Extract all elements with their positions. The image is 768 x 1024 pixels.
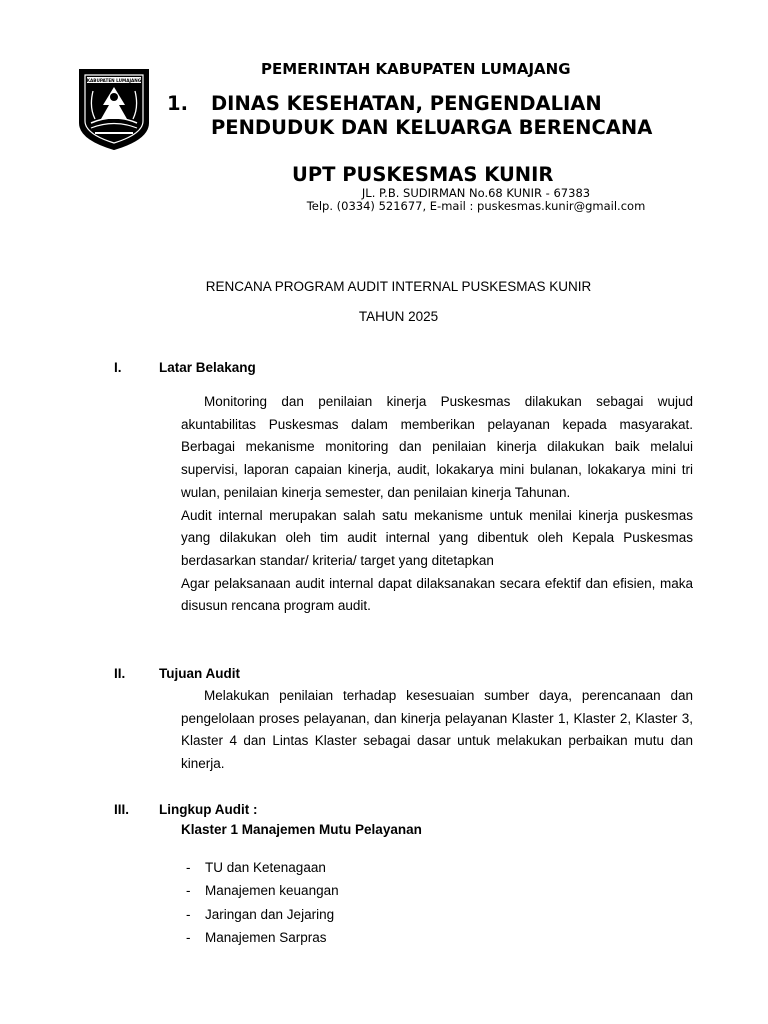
emblem-text: KABUPATEN LUMAJANG — [86, 78, 142, 83]
section-2-title: Tujuan Audit — [159, 666, 240, 681]
section-3-subheading: Klaster 1 Manajemen Mutu Pelayanan — [181, 822, 422, 837]
section-3-number: III. — [114, 802, 130, 817]
government-heading: PEMERINTAH KABUPATEN LUMAJANG — [261, 60, 571, 78]
list-bullet: - — [186, 860, 191, 875]
list-item-text: TU dan Ketenagaan — [205, 860, 326, 875]
list-bullet: - — [186, 906, 191, 922]
address-line: JL. P.B. SUDIRMAN No.68 KUNIR - 67383 — [361, 186, 591, 200]
section-2-paragraph-1: Melakukan penilaian terhadap kesesuaian sumber daya, perencanaan dan pengelolaan proses pelayanan, dan kinerja pelayanan Klaster 1, Klaster 2, Klaster 3, Klaster 4 dan Lintas Klaster sebagai dasar untuk melakukan perbaikan mutu dan kinerja. — [181, 688, 693, 772]
section-3-title: Lingkup Audit : — [159, 802, 258, 817]
section-1-number: I. — [114, 360, 122, 375]
list-item-text: Manajemen Sarpras — [205, 929, 327, 945]
section-1-paragraph-2: Audit internal merupakan salah satu mekanisme untuk menilai kinerja puskesmas yang dilakukan oleh tim audit internal yang dibentuk oleh Kepala Puskesmas berdasarkan standar/ kriteria/ target yang ditetapkan — [181, 507, 693, 568]
document-title: RENCANA PROGRAM AUDIT INTERNAL PUSKESMAS KUNIR — [205, 279, 592, 294]
list-bullet: - — [186, 929, 191, 945]
section-1-title: Latar Belakang — [159, 360, 256, 375]
document-year: TAHUN 2025 — [358, 309, 439, 324]
list-item-text: Manajemen keuangan — [205, 883, 339, 899]
dinas-name: DINAS KESEHATAN, PENGENDALIAN PENDUDUK DAN KELUARGA BERENCANA — [211, 92, 653, 139]
list-item — [186, 856, 339, 879]
list-item-text: Jaringan dan Jejaring — [205, 906, 335, 922]
list-item — [186, 903, 339, 926]
section-1-paragraph-3: Agar pelaksanaan audit internal dapat dilaksanakan secara efektif dan efisien, maka disusun rencana program audit. — [181, 575, 693, 614]
section-1-body — [181, 391, 693, 618]
list-item — [186, 879, 339, 902]
contact-line: Telp. (0334) 521677, E-mail : puskesmas.kunir@gmail.com — [306, 199, 646, 213]
unit-name: UPT PUSKESMAS KUNIR — [292, 163, 554, 186]
scope-list — [186, 856, 339, 949]
section-2-body — [181, 685, 693, 776]
list-bullet: - — [186, 883, 191, 899]
dinas-number: 1. — [167, 92, 188, 115]
lumajang-emblem-logo — [77, 67, 151, 151]
section-2-number: II. — [114, 666, 126, 681]
list-item — [186, 926, 339, 949]
section-1-paragraph-1: Monitoring dan penilaian kinerja Puskesmas dilakukan sebagai wujud akuntabilitas Puskesmas dalam memberikan pelayanan kepada masyarakat. Berbagai mekanisme monitoring dan penilaian kinerja dilakukan baik melalui supervisi, laporan capaian kinerja, audit, lokakarya mini bulanan, lokakarya mini tri wulan, penilaian kinerja semester, dan penilaian kinerja Tahunan. — [181, 394, 693, 500]
